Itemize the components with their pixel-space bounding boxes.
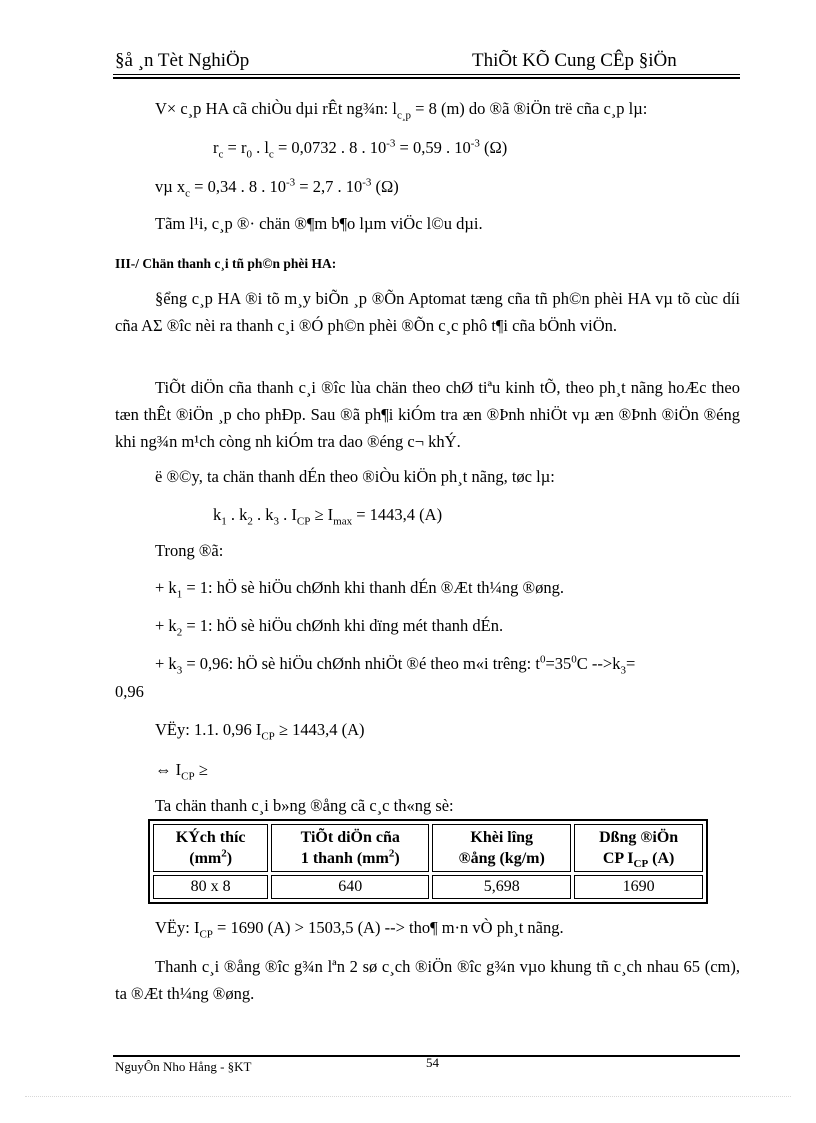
k3-definition: + $k_3 = 0,96$: hÖ sè hiÖu chØnh nhiÖt ®é theo m«i trêng: $t^0=35^0C$ $-->k_3=$ — [155, 653, 636, 677]
busbar-spec-table — [148, 819, 708, 904]
summary-line: Tãm l¹i, c¸p ®· chän ®¶m b¶o lµm viÖc l©u dµi. — [155, 214, 483, 233]
table-row — [153, 875, 703, 899]
header-rule-thin — [113, 74, 740, 75]
reactance-formula: vµ $x_c = 0,34$ . 8 . $10^{-3} = 2,7$ . $10^{-3}$ (Ω) — [155, 176, 399, 200]
table-intro: Ta chän thanh c¸i b»ng ®ång cã c¸c th«ng sè: — [155, 796, 454, 815]
paragraph-cross-section: TiÕt diÖn cña thanh c¸i ®îc lùa chän theo chØ tiªu kinh tÕ, theo ph¸t nãng hoÆc theo tæn thÊt ®iÖn ¸p cho phÐp. Sau ®ã ph¶i kiÓm tra æn ®Þnh nhiÖt vµ æn ®Þnh ®iÖn ®éng khi ng¾n m¹ch còng nh kiÓm tra dao ®éng c¬ khÝ. — [115, 378, 740, 451]
header-right: ThiÕt KÕ Cung CÊp §iÖn — [472, 50, 677, 71]
header-mass: Khèi lîng ®ång (kg/m) — [432, 824, 571, 872]
k1-definition: + $k_1 = 1$: hÖ sè hiÖu chØnh khi thanh dÉn ®Æt th¼ng ®øng. — [155, 578, 564, 601]
where-label: Trong ®ã: — [155, 541, 224, 560]
cell-cross-section: 640 — [271, 875, 429, 899]
cell-current: 1690 — [574, 875, 703, 899]
header-left: §å ¸n Tèt NghiÖp — [115, 50, 250, 71]
paragraph-condition: ë ®©y, ta chän thanh dÉn theo ®iÒu kiÖn ph¸t nãng, tøc lµ: — [155, 467, 555, 486]
heating-equation: $k_1$ . $k_2$ . $k_3$ . $I_{CP} \ge I_{max} = 1443,4$ (A) — [213, 505, 443, 528]
footer-author: NguyÔn Nho Hång - §KT — [115, 1059, 252, 1074]
header-cross-section: TiÕt diÖn cña 1 thanh $(mm^2)$ — [271, 824, 429, 872]
page-edge-dotted — [25, 1096, 791, 1097]
paragraph-mounting: Thanh c¸i ®ång ®îc g¾n lªn 2 sø c¸ch ®iÖn ®îc g¾n vµo khung tñ c¸ch nhau 65 (cm), ta ®Æt th¼ng ®øng. — [115, 957, 740, 1003]
k2-definition: + $k_2 = 1$: hÖ sè hiÖu chØnh khi dïng mét thanh dÉn. — [155, 616, 504, 639]
header-size: KÝch thíc $(mm^2)$ — [153, 824, 268, 872]
paragraph-busbar-intro: §ểng c¸p HA ®i tõ m¸y biÕn ¸p ®Õn Aptomat tæng cña tñ ph©n phèi HA vµ tõ cùc díi cña AΣ ®îc nèi ra thanh c¸i ®Ó ph©n phèi ®Õn c¸c phô t¶i cña bÖnh viÖn. — [115, 289, 740, 335]
header-rule-thick — [113, 77, 740, 79]
header-current: Dßng ®iÖn CP $I_{CP}$ (A) — [574, 824, 703, 872]
cell-size: 80 x 8 — [153, 875, 268, 899]
heating-check: VËy: $I_{CP} = 1690$ (A) > 1503,5 (A) --> tho¶ m·n vÒ ph¸t nãng. — [155, 918, 564, 941]
section-heading: III-/ Chän thanh c¸i tñ ph©n phèi HA: — [115, 256, 337, 271]
resistance-formula: $r_c = r_0$ . $l_c = 0,0732$ . 8 . $10^{-3} = 0,59$ . $10^{-3}$ (Ω) — [213, 137, 508, 161]
page-number: 54 — [426, 1055, 439, 1070]
k3-continuation: 0,96 — [115, 682, 144, 701]
equivalent-inequality: ⇔ $I_{CP}$ ≥ — [155, 760, 208, 783]
cell-mass: 5,698 — [432, 875, 571, 899]
table-header-row — [153, 824, 703, 872]
result-inequality: VËy: 1.1. 0,96 $I_{CP} \ge 1443,4$ (A) — [155, 720, 365, 743]
cable-length-line: V× c¸p HA cã chiÒu dµi rÊt ng¾n: $l_{c¸p} = 8$ (m) do ®ã ®iÖn trë cña c¸p lµ: — [155, 99, 648, 122]
